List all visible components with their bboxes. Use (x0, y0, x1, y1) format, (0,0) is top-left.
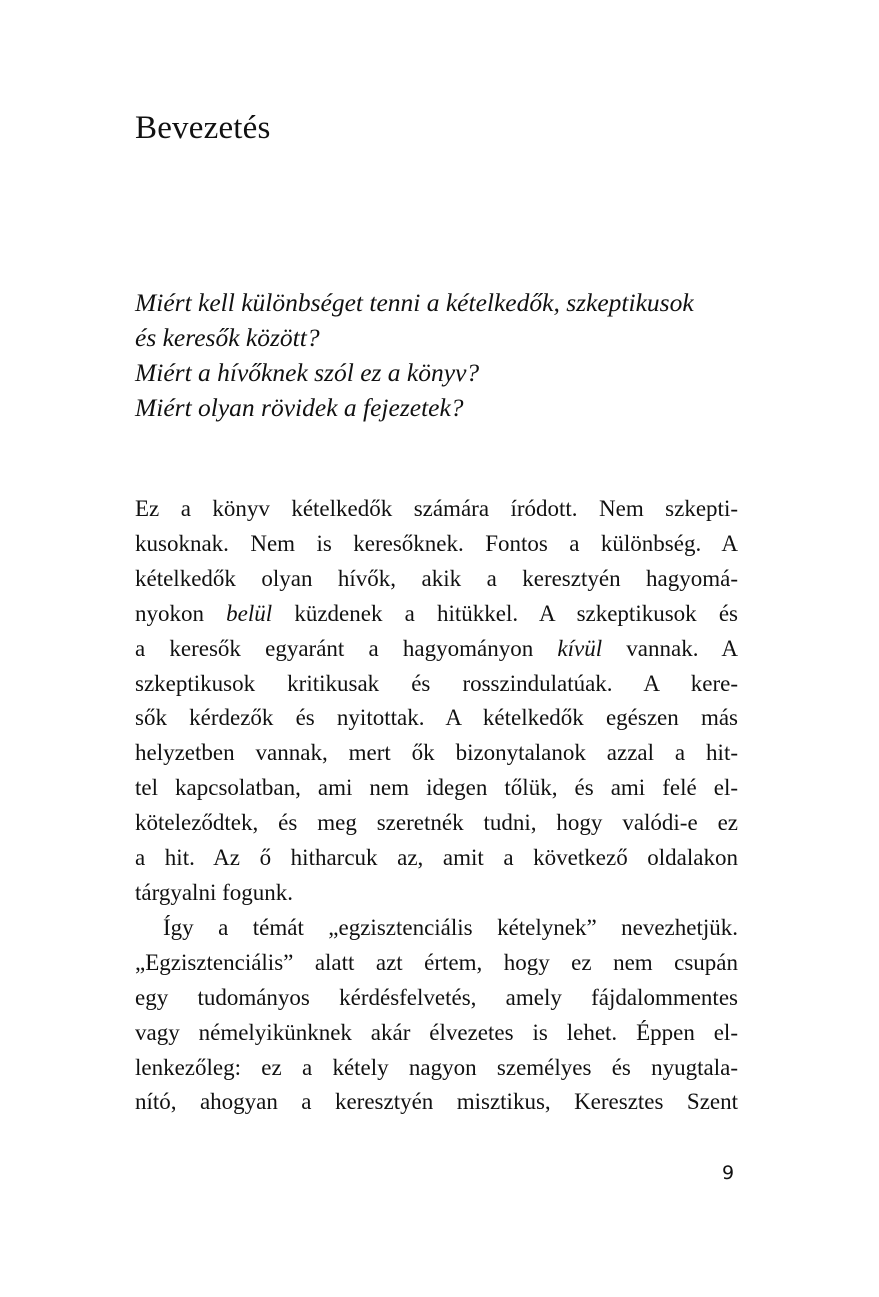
epigraph-line: Miért olyan rövidek a fejezetek? (135, 393, 464, 422)
text-line: helyzetben vannak, mert ők bizonytalanok azzal a hit- (135, 740, 738, 766)
text-fragment: nyokon (135, 600, 227, 626)
epigraph (135, 285, 745, 425)
text-fragment: küzdenek a hitükkel. A szkeptikusok és (272, 600, 738, 626)
paragraph-2 (135, 911, 738, 1120)
text-line: vagy némelyikünknek akár élvezetes is lehet. Éppen el- (135, 1019, 738, 1045)
text-fragment: a keresők egyaránt a hagyományon (135, 635, 558, 661)
text-line: tel kapcsolatban, ami nem idegen tőlük, és ami felé el- (135, 775, 738, 801)
body-text (135, 492, 738, 1120)
text-line: a hit. Az ő hitharcuk az, amit a következő oldalakon (135, 845, 738, 871)
emphasis-belul: belül (226, 600, 273, 626)
text-line: sők kérdezők és nyitottak. A kételkedők egészen más (135, 705, 738, 731)
text-line: kételkedők olyan hívők, akik a keresztyén hagyomá- (135, 565, 738, 591)
text-line: Ez a könyv kételkedők számára íródott. Nem szkepti- (135, 496, 738, 521)
emphasis-kivul: kívül (557, 635, 603, 661)
text-line: Így a témát „egzisztenciális kételynek” nevezhetjük. (163, 914, 738, 940)
page-number: 9 (722, 1162, 735, 1184)
chapter-title: Bevezetés (135, 110, 271, 146)
epigraph-line: és keresők között? (135, 323, 320, 352)
text-line: „Egzisztenciális” alatt azt értem, hogy ez nem csupán (135, 949, 738, 975)
epigraph-line: Miért a hívőknek szól ez a könyv? (135, 358, 480, 387)
text-line (135, 597, 738, 632)
text-fragment: vannak. A (602, 635, 738, 661)
text-line: köteleződtek, és meg szeretnék tudni, hogy valódi-e ez (135, 810, 738, 836)
text-line: tárgyalni fogunk. (135, 879, 293, 905)
text-line: lenkezőleg: ez a kétely nagyon személyes és nyugtala- (135, 1054, 738, 1080)
text-line: szkeptikusok kritikusak és rosszindulatúak. A kere- (135, 670, 738, 696)
text-line: nító, ahogyan a keresztyén misztikus, Keresztes Szent (135, 1089, 738, 1115)
text-line: egy tudományos kérdésfelvetés, amely fájdalommentes (135, 984, 738, 1010)
text-line (135, 632, 738, 667)
epigraph-line: Miért kell különbséget tenni a kételkedők, szkeptikusok (135, 288, 694, 317)
text-line: kusoknak. Nem is keresőknek. Fontos a különbség. A (135, 530, 738, 556)
paragraph-1 (135, 492, 738, 911)
